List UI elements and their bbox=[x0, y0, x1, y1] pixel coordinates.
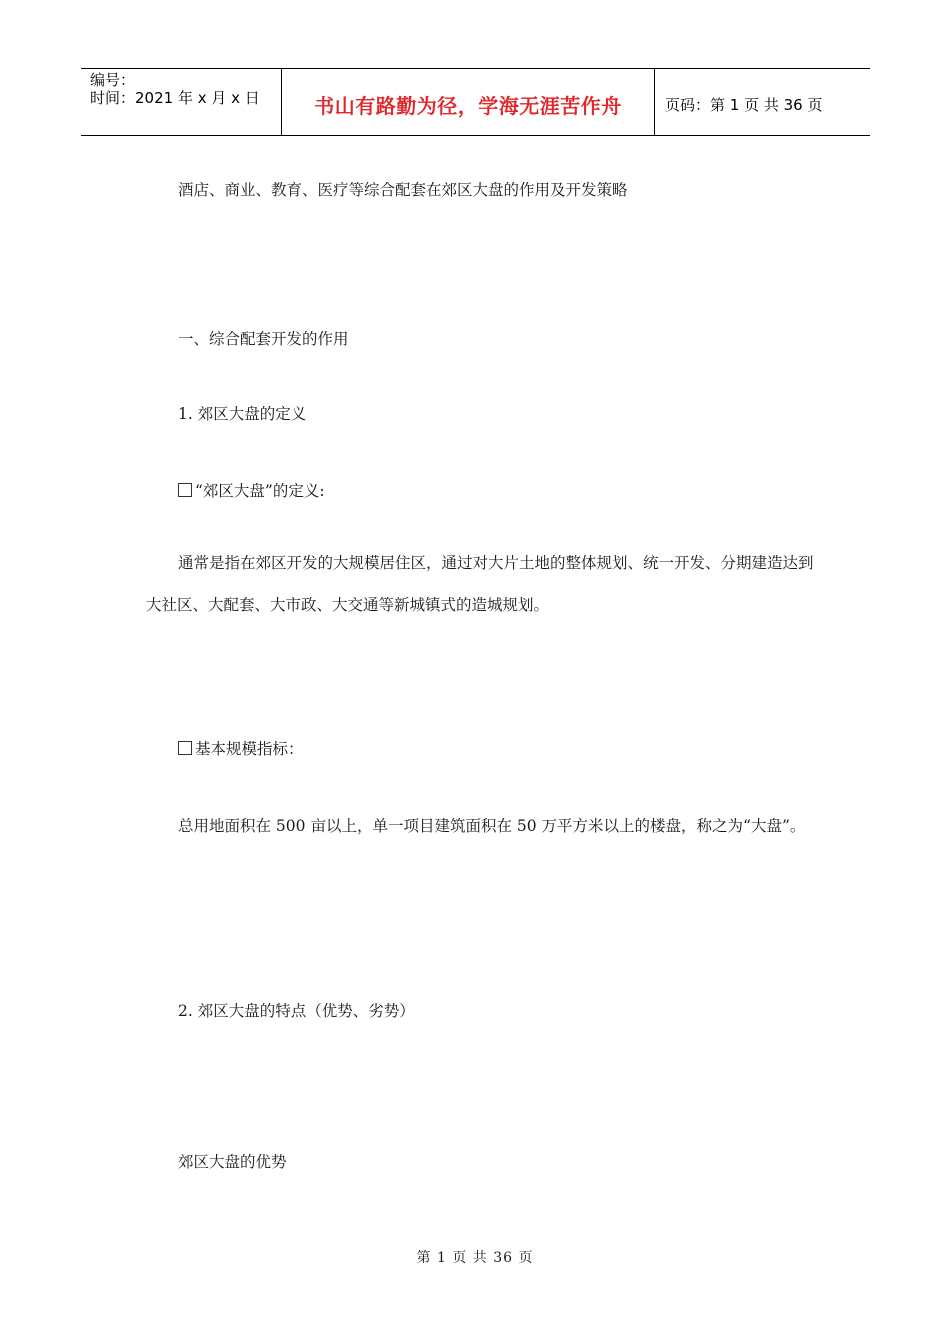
header-motto: 书山有路勤为径，学海无涯苦作舟 bbox=[314, 93, 622, 118]
section-heading-1: 一、综合配套开发的作用 bbox=[178, 330, 349, 348]
document-time-label: 时间：2021 年 x 月 x 日 bbox=[90, 89, 260, 107]
definition-paragraph: 通常是指在郊区开发的大规模居住区，通过对大片土地的整体规划、统一开发、分期建造达到大社区、大配套、大市政、大交通等新城镇式的造城规划。 bbox=[146, 554, 814, 614]
document-number-label: 编号： bbox=[90, 71, 136, 89]
document-title: 酒店、商业、教育、医疗等综合配套在郊区大盘的作用及开发策略 bbox=[178, 181, 628, 199]
bullet-scale-text: 基本规模指标： bbox=[195, 740, 304, 758]
bullet-definition-text: “郊区大盘”的定义: bbox=[195, 482, 325, 500]
subsection-heading-2: 2. 郊区大盘的特点（优势、劣势） bbox=[178, 1002, 415, 1020]
page-header bbox=[81, 68, 870, 136]
bullet-scale bbox=[178, 739, 304, 759]
bullet-definition bbox=[178, 481, 325, 501]
checkbox-icon bbox=[178, 483, 192, 497]
advantages-heading: 郊区大盘的优势 bbox=[178, 1153, 287, 1171]
scale-paragraph: 总用地面积在 500 亩以上，单一项目建筑面积在 50 万平方米以上的楼盘，称之为“大盘”。 bbox=[178, 817, 806, 835]
header-page-info: 页码：第 1 页 共 36 页 bbox=[665, 95, 823, 114]
subsection-heading-1: 1. 郊区大盘的定义 bbox=[178, 405, 307, 423]
header-motto-cell bbox=[281, 69, 655, 135]
header-page-info-cell bbox=[655, 69, 870, 135]
header-meta bbox=[81, 69, 281, 135]
page-footer: 第 1 页 共 36 页 bbox=[416, 1250, 534, 1266]
checkbox-icon bbox=[178, 741, 192, 755]
